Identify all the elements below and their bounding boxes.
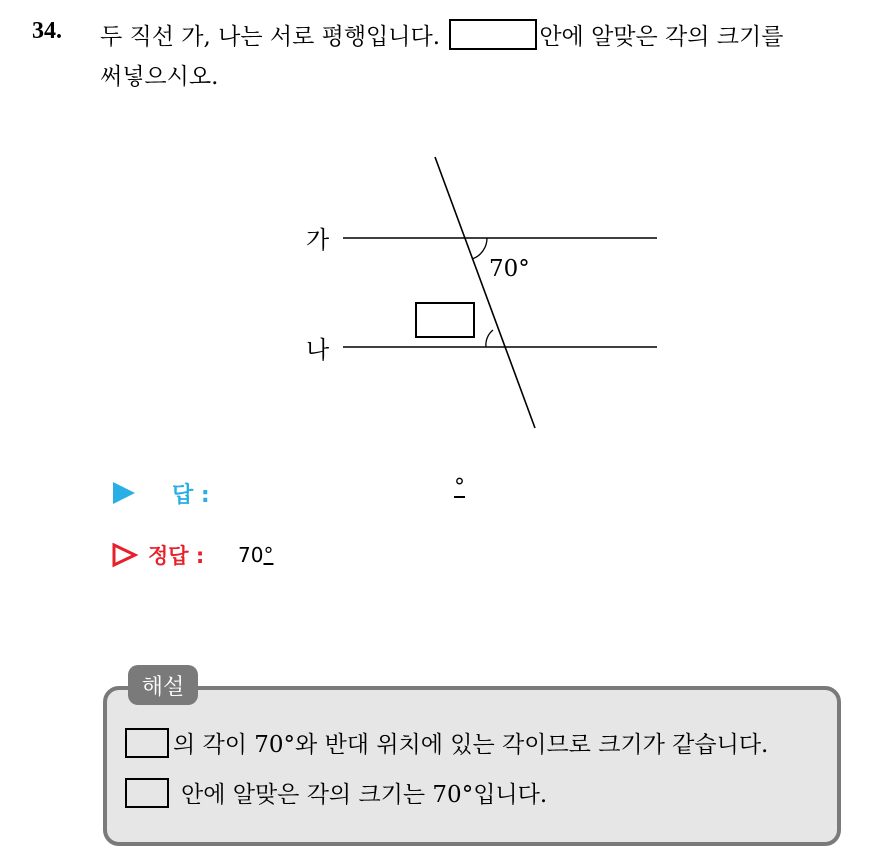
explanation-line-2 (125, 776, 547, 809)
angle-label-70: 70° (489, 256, 530, 282)
answer-triangle-icon (113, 482, 135, 504)
explanation-line-1 (125, 726, 768, 759)
explanation-text-2: 안에 알맞은 각의 크기는 70°입니다. (181, 782, 548, 808)
angle-arc-top (472, 238, 487, 259)
answer-label: 답 : (172, 483, 210, 508)
angle-arc-bottom (486, 330, 493, 347)
question-text-before-box: 두 직선 가, 나는 서로 평행입니다. (100, 24, 441, 50)
figure-blank-box (416, 303, 474, 337)
correct-unit: ° (263, 543, 274, 567)
explanation-tag: 해설 (128, 665, 198, 705)
correct-value (238, 543, 273, 567)
line-label-na: 나 (306, 336, 330, 364)
question-number: 34. (32, 18, 62, 44)
line-label-ga: 가 (306, 226, 330, 254)
explanation-blank-box-2 (125, 778, 169, 808)
explanation-box (103, 686, 841, 846)
question-line-2: 써넣으시오. (100, 64, 219, 90)
correct-number: 70 (238, 543, 264, 567)
explanation-blank-box-1 (125, 728, 169, 758)
answer-degree-blank[interactable]: ° (454, 475, 465, 500)
question-text-after-box: 안에 알맞은 각의 크기를 (539, 24, 784, 50)
correct-label: 정답 : (148, 544, 205, 568)
explanation-text-1: 의 각이 70°와 반대 위치에 있는 각이므로 크기가 같습니다. (173, 732, 769, 758)
transversal-line (435, 157, 535, 428)
correct-triangle-outline-icon (111, 542, 139, 568)
